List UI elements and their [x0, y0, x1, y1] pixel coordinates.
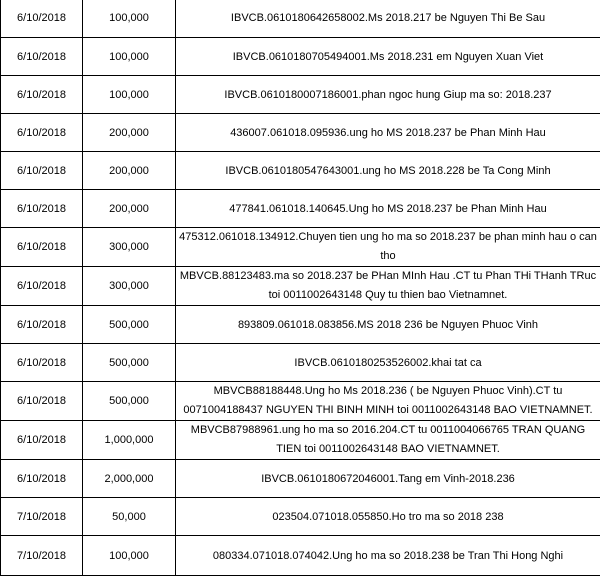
- amount-cell: 100,000: [83, 0, 176, 38]
- description-cell: 023504.071018.055850.Ho tro ma so 2018 238: [176, 498, 600, 536]
- date-cell: 6/10/2018: [1, 421, 83, 460]
- description-cell: IBVCB.0610180672046001.Tang em Vinh-2018.236: [176, 460, 600, 498]
- date-cell: 6/10/2018: [1, 0, 83, 38]
- amount-cell: 50,000: [83, 498, 176, 536]
- date-cell: 6/10/2018: [1, 382, 83, 421]
- amount-cell: 300,000: [83, 228, 176, 267]
- amount-cell: 300,000: [83, 267, 176, 306]
- amount-cell: 500,000: [83, 382, 176, 421]
- date-cell: 6/10/2018: [1, 460, 83, 498]
- table-row: [1, 228, 600, 267]
- table-row: [1, 76, 600, 114]
- date-cell: 6/10/2018: [1, 267, 83, 306]
- description-cell: 893809.061018.083856.MS 2018 236 be Nguyen Phuoc Vinh: [176, 306, 600, 344]
- table-row: [1, 306, 600, 344]
- description-cell: 475312.061018.134912.Chuyen tien ung ho ma so 2018.237 be phan minh hau o can tho: [176, 228, 600, 267]
- table-row: [1, 0, 600, 38]
- amount-cell: 200,000: [83, 190, 176, 228]
- description-cell: MBVCB.88123483.ma so 2018.237 be PHan MInh Hau .CT tu Phan THi THanh TRuc toi 0011002643148 Quy tu thien bao Vietnamnet.: [176, 267, 600, 306]
- table-row: [1, 498, 600, 536]
- amount-cell: 100,000: [83, 38, 176, 76]
- description-cell: 436007.061018.095936.ung ho MS 2018.237 be Phan Minh Hau: [176, 114, 600, 152]
- date-cell: 7/10/2018: [1, 498, 83, 536]
- description-cell: 477841.061018.140645.Ung ho MS 2018.237 be Phan Minh Hau: [176, 190, 600, 228]
- table-row: [1, 382, 600, 421]
- date-cell: 7/10/2018: [1, 536, 83, 576]
- table-row: [1, 344, 600, 382]
- amount-cell: 1,000,000: [83, 421, 176, 460]
- table-row: [1, 267, 600, 306]
- table-row: [1, 536, 600, 576]
- description-cell: 080334.071018.074042.Ung ho ma so 2018.238 be Tran Thi Hong Nghi: [176, 536, 600, 576]
- table-row: [1, 421, 600, 460]
- amount-cell: 500,000: [83, 344, 176, 382]
- description-cell: IBVCB.0610180547643001.ung ho MS 2018.228 be Ta Cong Minh: [176, 152, 600, 190]
- date-cell: 6/10/2018: [1, 76, 83, 114]
- description-cell: IBVCB.0610180253526002.khai tat ca: [176, 344, 600, 382]
- table-row: [1, 152, 600, 190]
- date-cell: 6/10/2018: [1, 190, 83, 228]
- amount-cell: 100,000: [83, 536, 176, 576]
- amount-cell: 200,000: [83, 114, 176, 152]
- table-row: [1, 460, 600, 498]
- description-cell: MBVCB88188448.Ung ho Ms 2018.236 ( be Nguyen Phuoc Vinh).CT tu 0071004188437 NGUYEN THI BINH MINH toi 0011002643148 BAO VIETNAMNET.: [176, 382, 600, 421]
- date-cell: 6/10/2018: [1, 344, 83, 382]
- table-row: [1, 114, 600, 152]
- amount-cell: 2,000,000: [83, 460, 176, 498]
- description-cell: IBVCB.0610180007186001.phan ngoc hung Giup ma so: 2018.237: [176, 76, 600, 114]
- description-cell: IBVCB.0610180642658002.Ms 2018.217 be Nguyen Thi Be Sau: [176, 0, 600, 38]
- date-cell: 6/10/2018: [1, 152, 83, 190]
- amount-cell: 100,000: [83, 76, 176, 114]
- amount-cell: 500,000: [83, 306, 176, 344]
- date-cell: 6/10/2018: [1, 228, 83, 267]
- date-cell: 6/10/2018: [1, 114, 83, 152]
- table-row: [1, 190, 600, 228]
- description-cell: IBVCB.0610180705494001.Ms 2018.231 em Nguyen Xuan Viet: [176, 38, 600, 76]
- date-cell: 6/10/2018: [1, 306, 83, 344]
- table-row: [1, 38, 600, 76]
- date-cell: 6/10/2018: [1, 38, 83, 76]
- description-cell: MBVCB87988961.ung ho ma so 2016.204.CT tu 0011004066765 TRAN QUANG TIEN toi 0011002643148 BAO VIETNAMNET.: [176, 421, 600, 460]
- amount-cell: 200,000: [83, 152, 176, 190]
